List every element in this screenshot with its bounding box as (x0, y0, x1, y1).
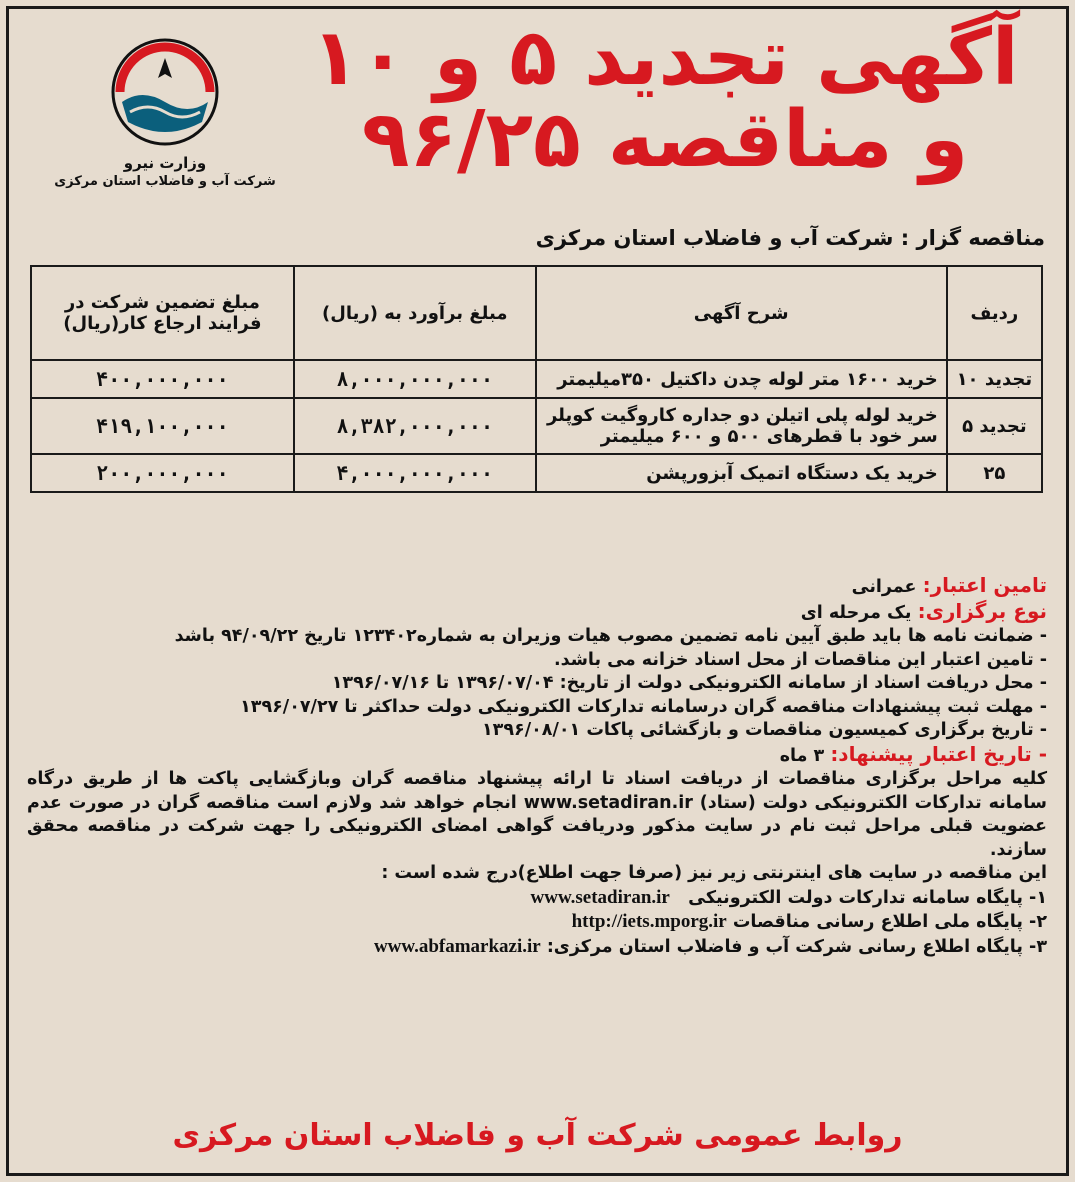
company-logo (50, 30, 280, 215)
notice-details (27, 574, 1047, 959)
table-row (31, 398, 1042, 454)
row-estimate: ۴,۰۰۰,۰۰۰,۰۰۰ (294, 454, 536, 492)
row-description: خرید ۱۶۰۰ متر لوله چدن داکتیل ۳۵۰میلیمتر (536, 360, 947, 398)
row-description: خرید یک دستگاه اتمیک آبزورپشن (536, 454, 947, 492)
water-company-logo-icon (90, 30, 240, 150)
bullet-treasury: - تامین اعتبار این مناقصات از محل اسناد خزانه می باشد. (553, 649, 1047, 670)
site-label: ۳- پایگاه اطلاع رسانی شرکت آب و فاضلاب استان مرکزی: (546, 936, 1047, 957)
site-label: ۱- پایگاه سامانه تدارکات دولت الکترونیکی (688, 887, 1047, 908)
bullet-guarantee: - ضمانت نامه ها باید طبق آیین نامه تضمین مصوب هیات وزیران به شماره۱۲۳۴۰۲ تاریخ ۹۴/۰۹/۲۲ باشد (174, 626, 1047, 646)
sites-intro: این مناقصه در سایت های اینترنتی زیر نیز (صرفا جهت اطلاع)درج شده است : (381, 863, 1047, 883)
title-line-2: و مناقصه ۹۶/۲۵ (361, 94, 969, 185)
site-item-setad (27, 886, 1047, 911)
row-number: تجدید ۵ (947, 398, 1042, 454)
company-name: شرکت آب و فاضلاب استان مرکزی (54, 174, 276, 189)
bullet-deadline: - مهلت ثبت پیشنهادات مناقصه گران درسامانه تدارکات الکترونیکی دولت حداکثر تا ۱۳۹۶/۰۷/۲۷ (240, 696, 1047, 717)
funding-line (27, 574, 1047, 600)
table-header-row (31, 266, 1042, 360)
validity-line (27, 743, 1047, 769)
tenders-table (30, 265, 1043, 493)
public-relations-signature: روابط عمومی شرکت آب و فاضلاب استان مرکزی (172, 1118, 903, 1153)
header-guarantee: مبلغ تضمین شرکت در فرایند ارجاع کار(ریال) (31, 266, 294, 360)
header-row-number: ردیف (947, 266, 1042, 360)
table-row (31, 360, 1042, 398)
validity-label: - تاریخ اعتبار پیشنهاد: (830, 741, 1047, 766)
row-guarantee: ۴۱۹,۱۰۰,۰۰۰ (31, 398, 294, 454)
notice-title (285, 13, 1045, 185)
bullet-documents: - محل دریافت اسناد از سامانه الکترونیکی دولت از تاریخ: ۱۳۹۶/۰۷/۰۴ تا ۱۳۹۶/۰۷/۱۶ (331, 673, 1047, 693)
bullet-opening: - تاریخ برگزاری کمیسیون مناقصات و بازگشائی پاکات ۱۳۹۶/۰۸/۰۱ (482, 720, 1047, 740)
type-value: یک مرحله ای (800, 602, 912, 623)
header-estimate: مبلغ برآورد به (ریال) (294, 266, 536, 360)
header-description: شرح آگهی (536, 266, 947, 360)
row-number: تجدید ۱۰ (947, 360, 1042, 398)
procedure-paragraph: کلیه مراحل برگزاری مناقصات از دریافت اسناد تا ارائه پیشنهاد مناقصه گران وبازگشایی پاکت ها از طریق درگاه سامانه تدارکات الکترونیکی دولت (ستاد) www.setadiran.ir انجام خواهد شد ولازم است مناقصه گران در صورت عدم عضویت قبلی مراحل ثبت نام در سایت مذکور ودریافت گواهی امضای الکترونیکی را جهت شرکت در مناقصه محقق سازند. (27, 769, 1047, 860)
funding-value: عمرانی (851, 577, 917, 597)
row-guarantee: ۴۰۰,۰۰۰,۰۰۰ (31, 360, 294, 398)
organizer-line: مناقصه گزار : شرکت آب و فاضلاب استان مرکزی (535, 226, 1045, 250)
site-item-abfa (27, 935, 1047, 960)
ministry-name: وزارت نیرو (123, 154, 207, 172)
row-description: خرید لوله پلی اتیلن دو جداره کاروگیت کوپلر سر خود با قطرهای ۵۰۰ و ۶۰۰ میلیمتر (536, 398, 947, 454)
site-item-iets (27, 910, 1047, 935)
row-number: ۲۵ (947, 454, 1042, 492)
row-guarantee: ۲۰۰,۰۰۰,۰۰۰ (31, 454, 294, 492)
row-estimate: ۸,۳۸۲,۰۰۰,۰۰۰ (294, 398, 536, 454)
row-estimate: ۸,۰۰۰,۰۰۰,۰۰۰ (294, 360, 536, 398)
funding-label: تامین اعتبار: (922, 573, 1047, 597)
site-label: ۲- پایگاه ملی اطلاع رسانی مناقصات (732, 912, 1047, 932)
type-line (27, 600, 1047, 626)
site-link-setad[interactable]: www.setadiran.ir (530, 886, 670, 908)
title-line-1: آگهی تجدید ۵ و ۱۰ (311, 13, 1019, 103)
site-link-abfa[interactable]: www.abfamarkazi.ir (373, 935, 541, 957)
type-label: نوع برگزاری: (917, 598, 1047, 623)
validity-value: ۳ ماه (779, 745, 825, 766)
site-link-iets[interactable]: http://iets.mporg.ir (571, 911, 727, 932)
table-row (31, 454, 1042, 492)
